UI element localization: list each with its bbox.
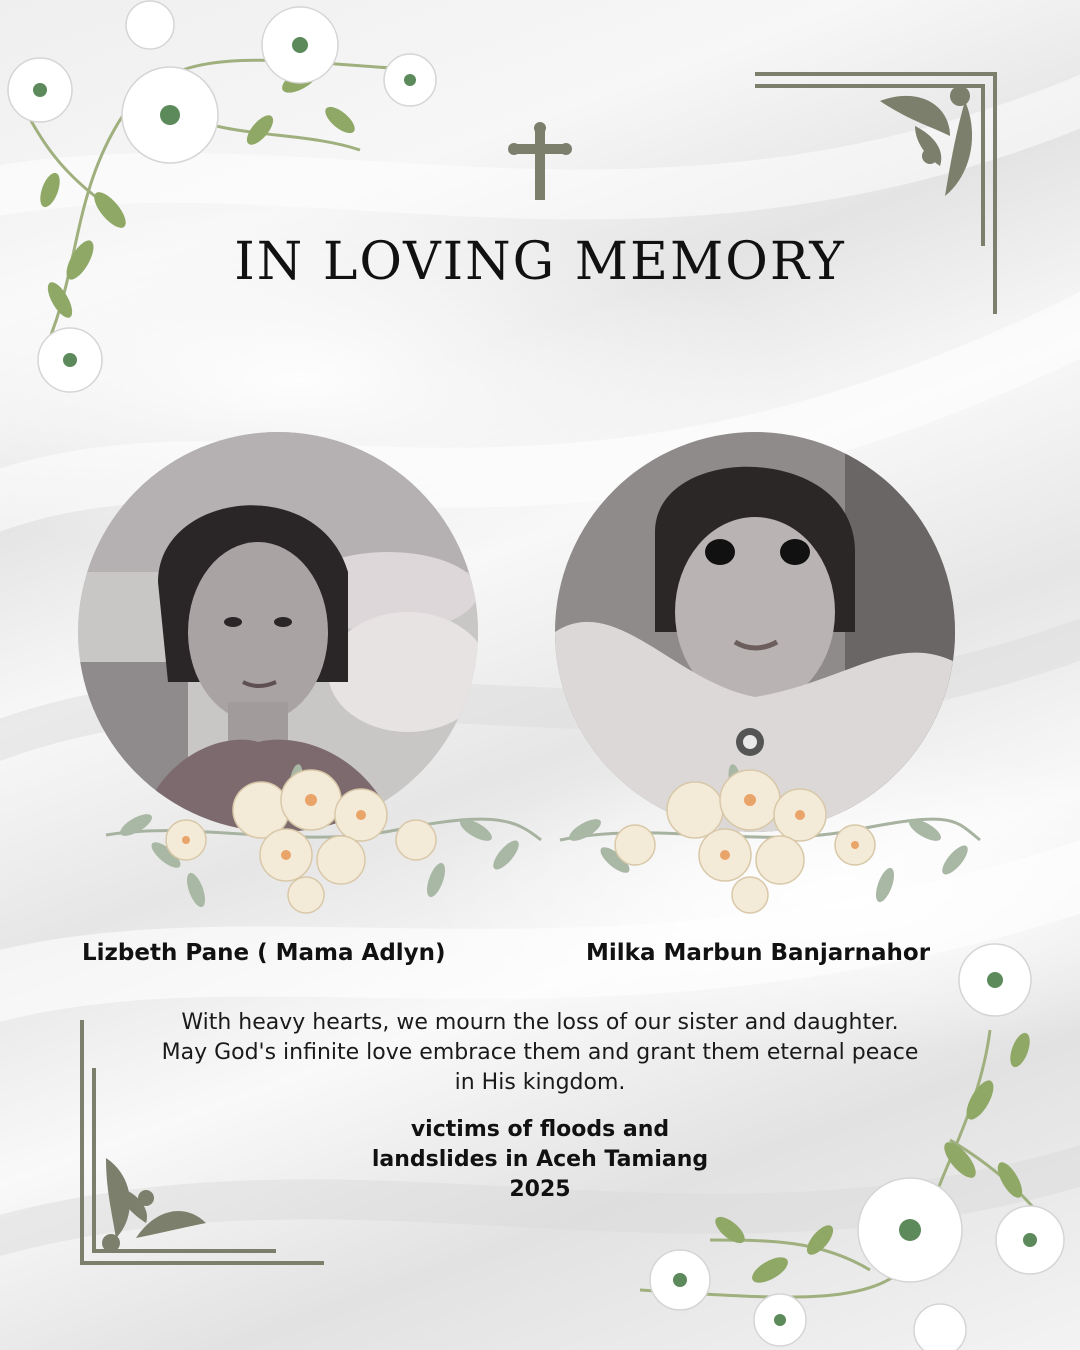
victims-line-3: 2025 <box>509 1177 571 1202</box>
victims-line-2: landslides in Aceh Tamiang <box>371 1147 709 1172</box>
flower-cluster-top-left-icon <box>0 0 440 400</box>
name-lizbeth: Lizbeth Pane ( Mama Adlyn) <box>82 940 446 966</box>
corner-flourish-bottom-left-icon <box>76 1018 326 1268</box>
name-milka: Milka Marbun Banjarnahor <box>586 940 931 966</box>
flower-cluster-bottom-right-icon <box>620 940 1080 1350</box>
flower-bouquet-icon <box>96 760 546 920</box>
page-title: IN LOVING MEMORY <box>234 232 846 292</box>
flower-bouquet-icon <box>555 760 985 920</box>
cross-icon <box>508 122 572 202</box>
condolence-message: With heavy hearts, we mourn the loss of our sister and daughter. May God's infinite love embrace them and grant them eternal peace in His kingdom. <box>161 1010 919 1095</box>
victims-line-1: victims of floods and <box>410 1117 670 1142</box>
